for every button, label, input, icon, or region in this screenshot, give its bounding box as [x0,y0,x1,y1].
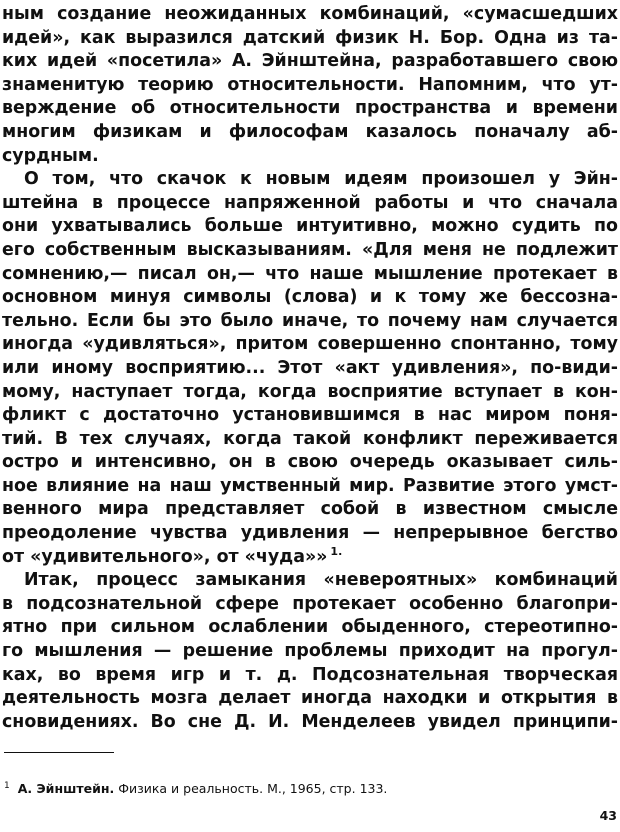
text-line: остро и интенсивно, он в свою очередь оказывает силь- [2,452,618,473]
text-line: деятельность мозга делает иногда находки и открытия в [2,688,618,709]
page-body [2,3,618,734]
footnote [4,777,387,798]
text-line: Итак, процесс замыкания «невероятных» комбинаций [24,570,618,591]
text-line: ких идей «посетила» А. Эйнштейна, разработавшего свою [2,51,618,72]
text-line: в подсознательной сфере протекает особенно благопри- [2,593,618,614]
text-line: иногда «удивляться», притом совершенно спонтанно, тому [2,334,618,355]
footnote-text: Физика и реальность. М., 1965, стр. 133. [118,781,388,797]
text-line: преодоление чувства удивления — непрерывное бегство [2,523,618,544]
text-line: го мышления — решение проблемы приходит на прогул- [2,641,618,662]
text-line: верждение об относительности пространства и времени [2,98,618,119]
text-line: ным создание неожиданных комбинаций, «сумасшедших [2,4,618,24]
text-line: основном минуя символы (слова) и к тому же бессозна- [2,287,618,308]
page-number: 43 [599,808,617,823]
footnote-author: А. Эйнштейн. [17,781,115,797]
text-line: О том, что скачок к новым идеям произошел у Эйн- [24,169,618,190]
text-line: сурдным. [2,145,99,166]
footnote-divider [4,752,114,753]
text-line: фликт с достаточно установившимся в нас миром поня- [2,405,618,426]
text-line: ках, во время игр и т. д. Подсознательная творческая [2,664,618,685]
footnote-reference[interactable]: 1. [330,544,343,558]
text-line: сомнению,— писал он,— что наше мышление протекает в [2,263,618,284]
text-line: знаменитую теорию относительности. Напомним, что ут- [2,74,618,95]
text-line: ное влияние на наш умственный мир. Развитие этого умст- [2,475,618,496]
text-line: идей», как выразился датский физик Н. Бор. Одна из та- [2,27,618,48]
text-line: сновидениях. Во сне Д. И. Менделеев увидел принципи- [2,711,618,732]
text-line [2,546,618,570]
text-line: мому, наступает тогда, когда восприятие вступает в кон- [2,381,618,402]
quote-end-text: от «удивительного», от «чуда»» [2,546,328,567]
text-line: многим физикам и философам казалось поначалу аб- [2,121,618,142]
footnote-marker: 1 [4,781,10,791]
text-line: тий. В тех случаях, когда такой конфликт переживается [2,428,618,449]
text-line: или иному восприятию... Этот «акт удивления», по-види- [2,357,618,378]
text-line: венного мира представляет собой в известном смысле [2,499,618,520]
text-line: ятно при сильном ослаблении обыденного, стереотипно- [2,617,618,638]
text-line: тельно. Если бы это было иначе, то почему нам случается [2,310,618,331]
text-line: штейна в процессе напряженной работы и что сначала [2,192,618,213]
text-line: его собственным высказываниям. «Для меня не подлежит [2,239,618,260]
text-line: они ухватывались больше интуитивно, можно судить по [2,216,618,237]
